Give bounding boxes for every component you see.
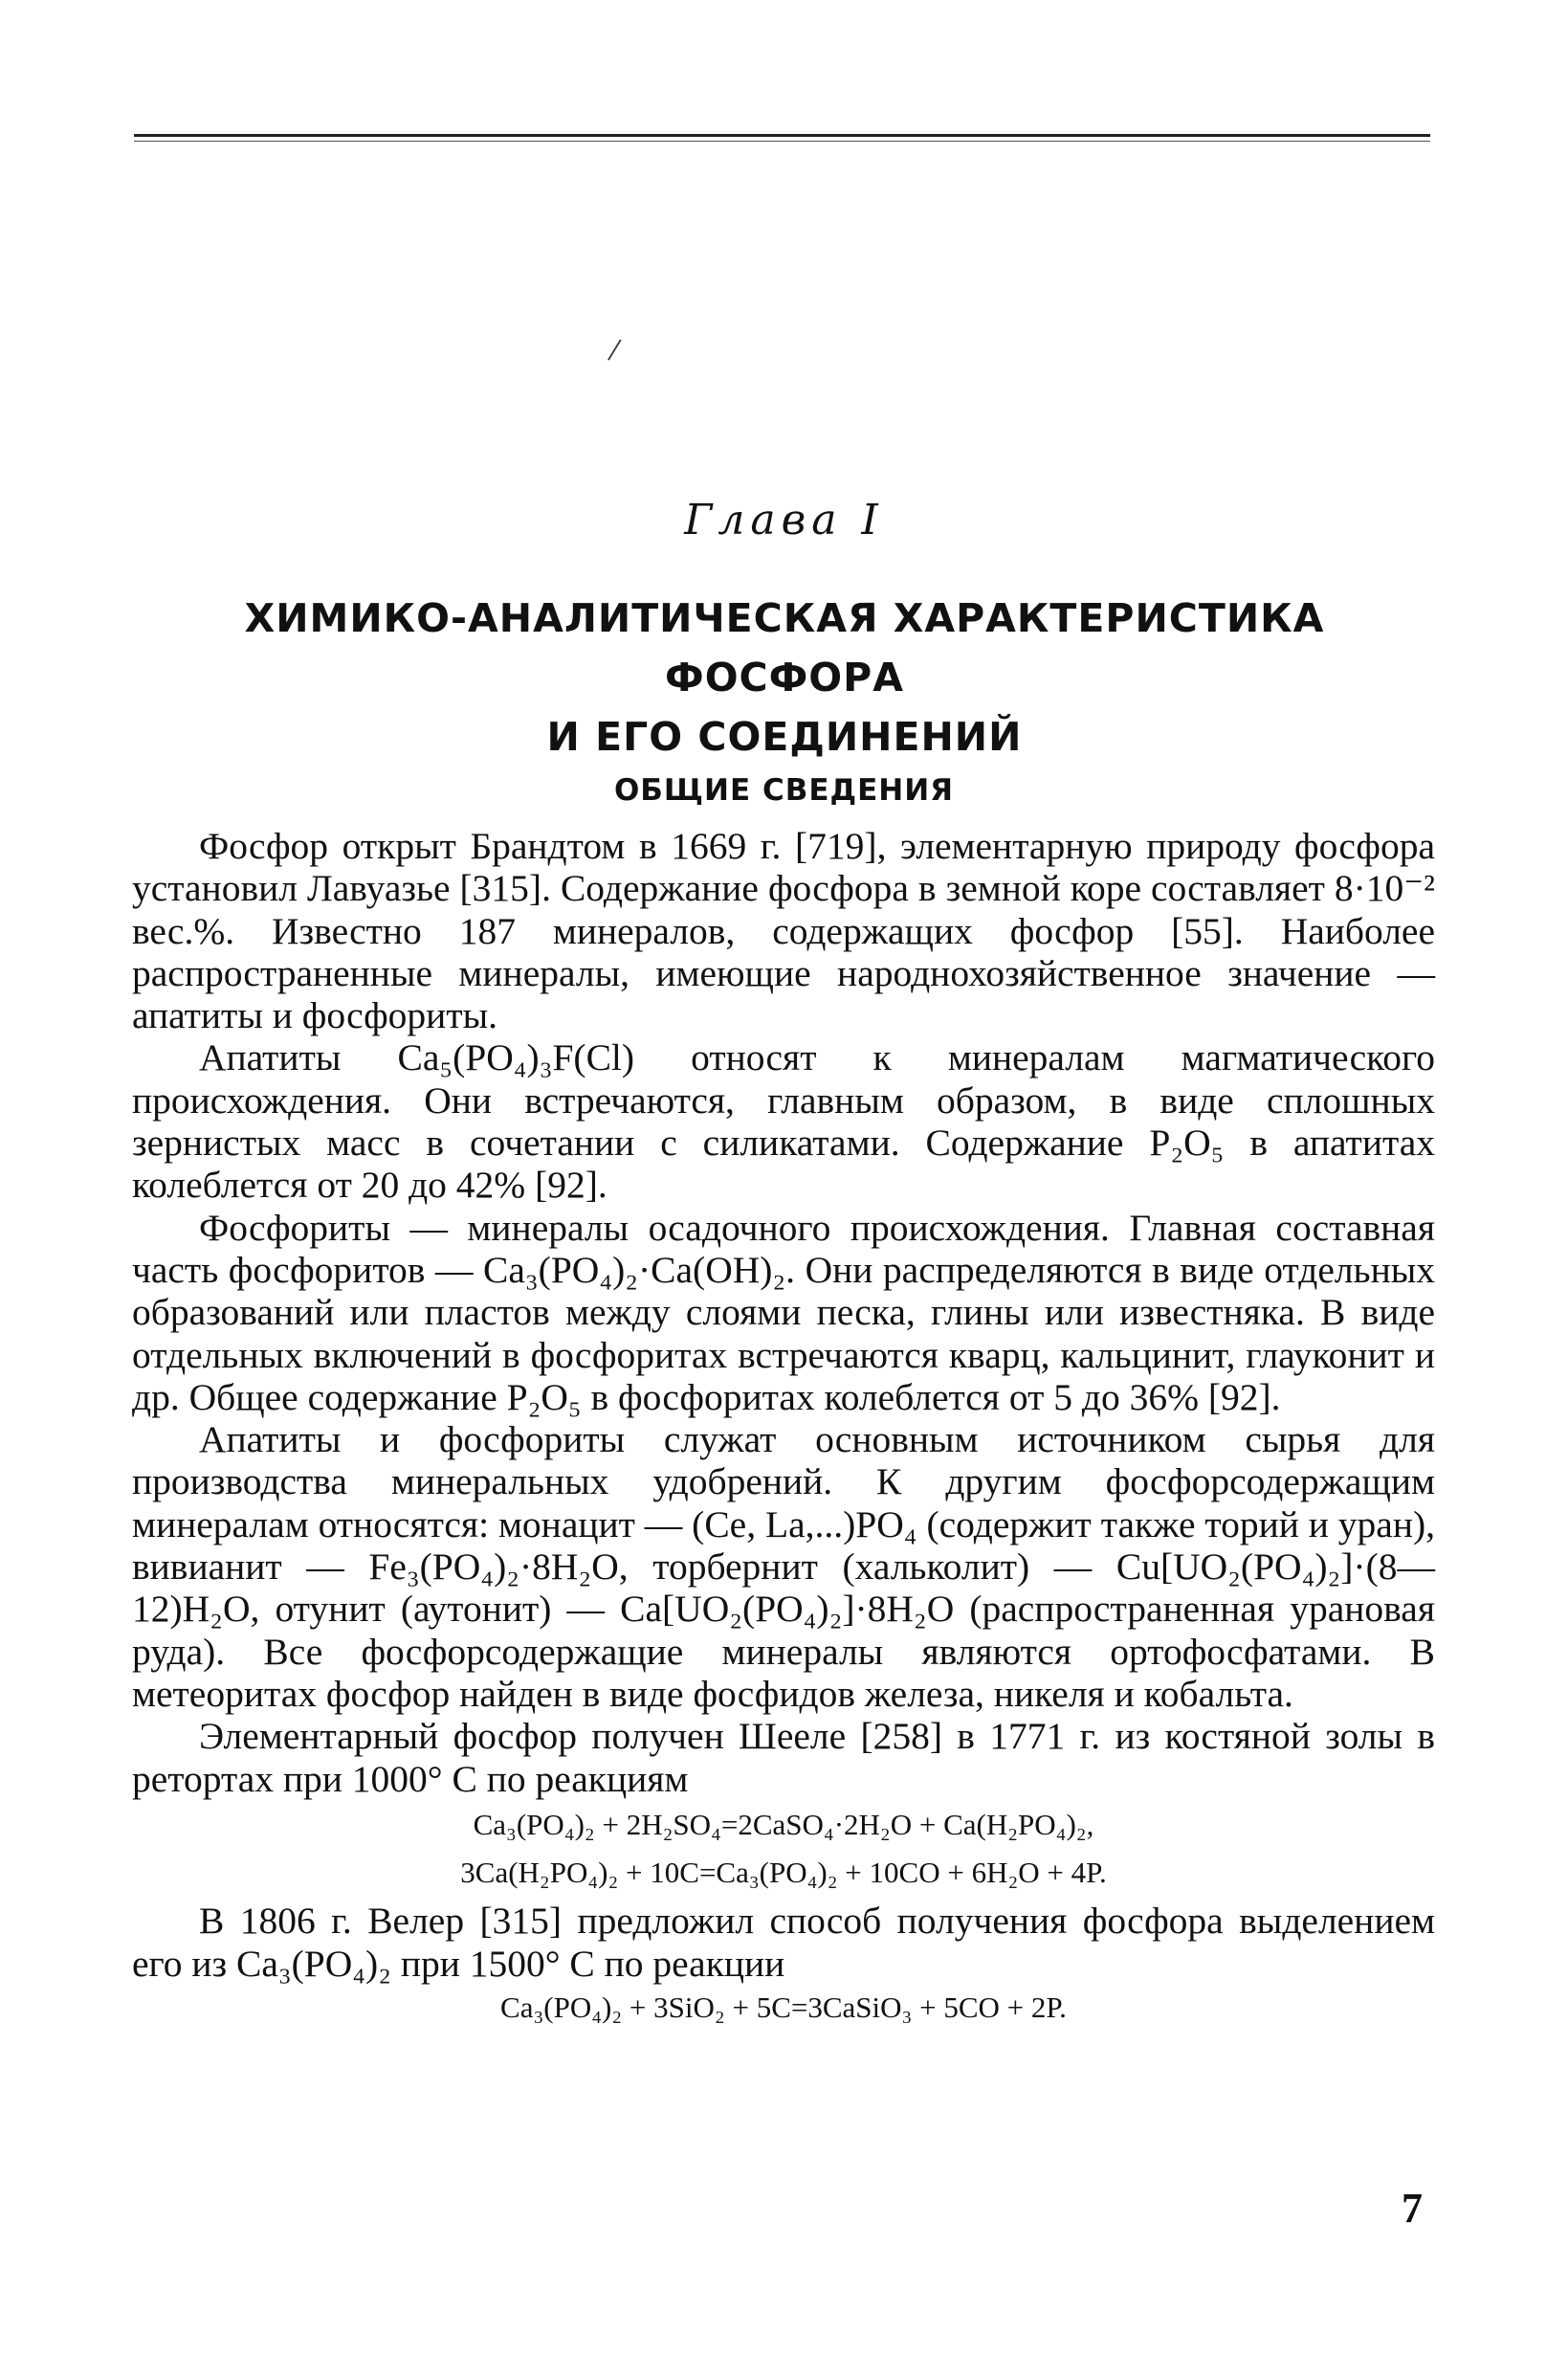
paragraph-6: В 1806 г. Велер [315] предложил способ получения фосфора выделением его из Ca₃(PO₄)₂ при 1500° С по реакции — [132, 1900, 1435, 1985]
paragraph-3: Фосфориты — минералы осадочного происхождения. Главная составная часть фосфоритов — Ca₃(PO₄)₂·Ca(OH)₂. Они распределяются в виде отдельных образований или пластов между слоями песка, глины или известняка. В виде отдельных включений в фосфоритах встречаются кварц, кальцинит, глауконит и др. Общее содержание P₂O₅ в фосфоритах колеблется от 5 до 36% [92]. — [132, 1206, 1435, 1418]
page-number: 7 — [1402, 2185, 1423, 2232]
top-rule — [134, 134, 1430, 137]
formula-2: 3Ca(H₂PO₄)₂ + 10C=Ca₃(PO₄)₂ + 10CO + 6H₂O + 4P. — [460, 1856, 1107, 1890]
chapter-title-line-1: ХИМИКО-АНАЛИТИЧЕСКАЯ ХАРАКТЕРИСТИКА ФОСФОРА — [244, 595, 1325, 700]
chapter-title-line-2: И ЕГО СОЕДИНЕНИЙ — [546, 714, 1023, 760]
formula-3: Ca₃(PO₄)₂ + 3SiO₂ + 5C=3CaSiO₃ + 5CO + 2P. — [500, 1990, 1067, 2025]
stray-mark: ⁄ — [612, 335, 617, 367]
paragraph-1: Фосфор открыт Брандтом в 1669 г. [719], элементарную природу фосфора установил Лавуазье [315]. Содержание фосфора в земной коре составляет 8·10⁻² вес.%. Известно 187 минералов, содержащих фосфор [55]. Наиболее распространенные минералы, имеющие народнохозяйственное значение — апатиты и фосфориты. — [132, 825, 1435, 1037]
chapter-title — [134, 589, 1435, 767]
paragraph-4: Апатиты и фосфориты служат основным источником сырья для производства минеральных удобрений. К другим фосфорсодержащим минералам относятся: монацит — (Ce, La,...)PO₄ (содержит также торий и уран), вивианит — Fe₃(PO₄)₂·8H₂O, торбернит (хальколит) — Cu[UO₂(PO₄)₂]·(8—12)H₂O, отунит (аутонит) — Ca[UO₂(PO₄)₂]·8H₂O (распространенная урановая руда). Все фосфорсодержащие минералы являются ортофосфатами. В метеоритах фосфор найден в виде фосфидов железа, никеля и кобальта. — [132, 1418, 1435, 1715]
paragraph-5: Элементарный фосфор получен Шееле [258] в 1771 г. из костяной золы в ретортах при 1000° С по реакциям — [132, 1715, 1435, 1800]
paragraph-2: Апатиты Ca₅(PO₄)₃F(Cl) относят к минералам магматического происхождения. Они встречаются, главным образом, в виде сплошных зернистых масс в сочетании с силикатами. Содержание P₂O₅ в апатитах колеблется от 20 до 42% [92]. — [132, 1036, 1435, 1207]
chapter-label: Глава I — [684, 496, 884, 545]
section-title: ОБЩИЕ СВЕДЕНИЯ — [613, 773, 955, 808]
top-rule-thin — [134, 141, 1430, 142]
body-text — [132, 825, 1435, 2031]
formula-1: Ca₃(PO₄)₂ + 2H₂SO₄=2CaSO₄·2H₂O + Ca(H₂PO₄)₂, — [473, 1807, 1094, 1841]
